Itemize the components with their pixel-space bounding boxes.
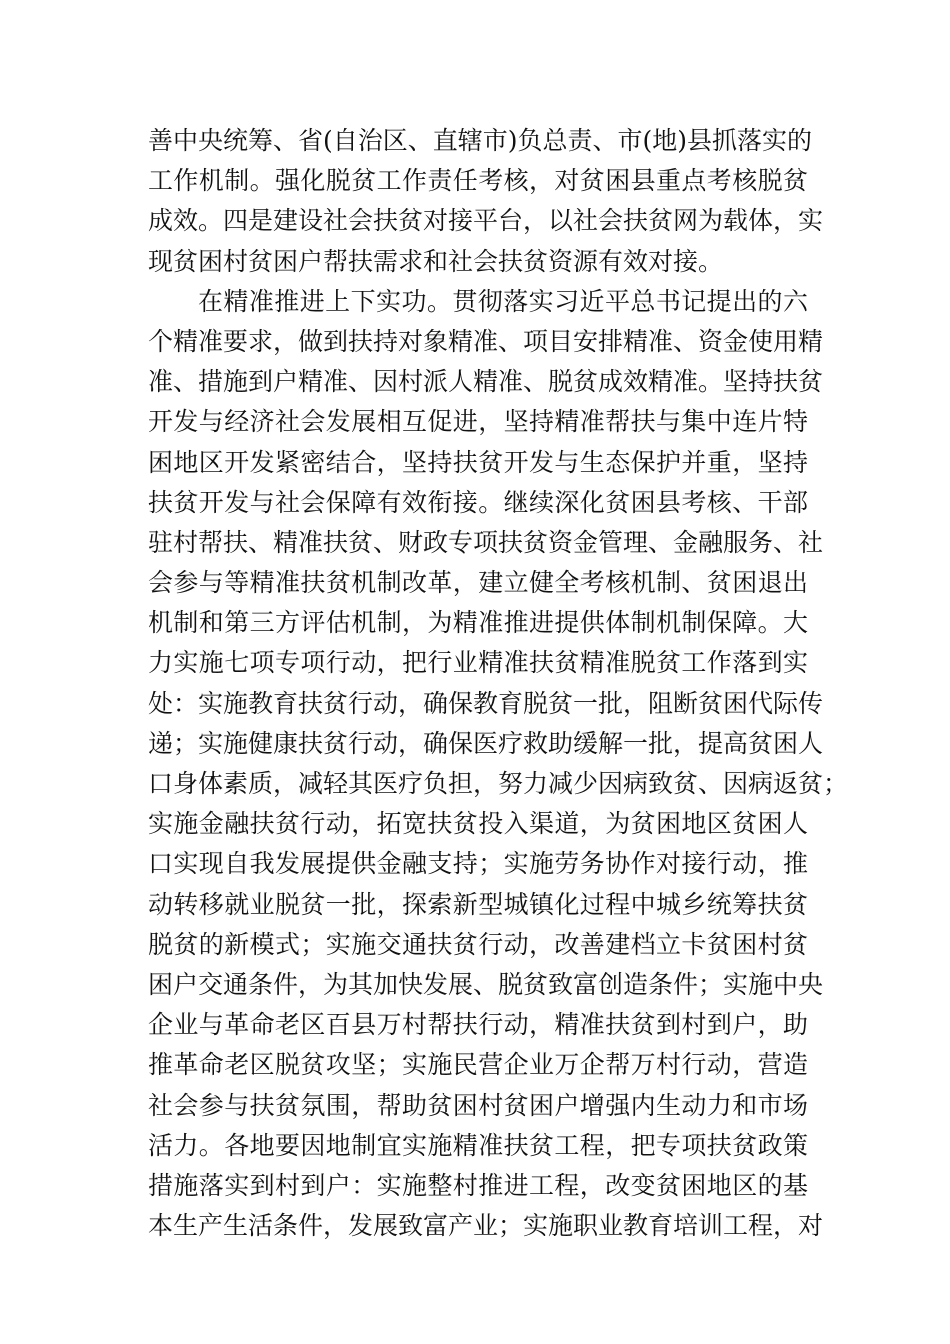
text-line: 脱贫的新模式；实施交通扶贫行动，改善建档立卡贫困村贫	[148, 929, 808, 959]
text-line: 准、措施到户精准、因村派人精准、脱贫成效精准。坚持扶贫	[148, 367, 824, 397]
text-line: 动转移就业脱贫一批，探索新型城镇化过程中城乡统筹扶贫	[148, 889, 808, 919]
text-line: 企业与革命老区百县万村帮扶行动，精准扶贫到村到户，助	[148, 1010, 808, 1040]
text-line: 开发与经济社会发展相互促进，坚持精准帮扶与集中连片特	[148, 407, 808, 437]
text-line: 推革命老区脱贫攻坚；实施民营企业万企帮万村行动，营造	[148, 1050, 808, 1080]
text-line: 本生产生活条件，发展致富产业；实施职业教育培训工程，对	[148, 1211, 824, 1241]
text-line: 活力。各地要因地制宜实施精准扶贫工程，把专项扶贫政策	[148, 1130, 808, 1160]
text-line: 困户交通条件，为其加快发展、脱贫致富创造条件；实施中央	[148, 969, 824, 999]
text-line: 社会参与扶贫氛围，帮助贫困村贫困户增强内生动力和市场	[148, 1090, 808, 1120]
text-line: 个精准要求，做到扶持对象精准、项目安排精准、资金使用精	[148, 326, 824, 356]
text-line: 成效。四是建设社会扶贫对接平台，以社会扶贫网为载体，实	[148, 206, 824, 236]
body-text	[148, 121, 849, 1246]
text-line: 实施金融扶贫行动，拓宽扶贫投入渠道，为贫困地区贫困人	[148, 809, 808, 839]
text-line: 力实施七项专项行动，把行业精准扶贫精准脱贫工作落到实	[148, 648, 808, 678]
text-line: 口身体素质，减轻其医疗负担，努力减少因病致贫、因病返贫；	[148, 769, 849, 798]
text-line: 措施落实到村到户：实施整村推进工程，改变贫困地区的基	[148, 1170, 808, 1200]
text-line: 工作机制。强化脱贫工作责任考核，对贫困县重点考核脱贫	[148, 166, 808, 196]
text-line: 递；实施健康扶贫行动，确保医疗救助缓解一批，提高贫困人	[148, 728, 824, 758]
text-line: 扶贫开发与社会保障有效衔接。继续深化贫困县考核、干部	[148, 487, 808, 517]
paragraph-first-line: 在精准推进上下实功。贯彻落实习近平总书记提出的六	[198, 286, 808, 316]
text-line: 驻村帮扶、精准扶贫、财政专项扶贫资金管理、金融服务、社	[148, 527, 824, 557]
text-line: 会参与等精准扶贫机制改革，建立健全考核机制、贫困退出	[148, 568, 808, 598]
text-line: 口实现自我发展提供金融支持；实施劳务协作对接行动，推	[148, 849, 808, 879]
text-line: 现贫困村贫困户帮扶需求和社会扶贫资源有效对接。	[148, 246, 724, 276]
text-line: 困地区开发紧密结合，坚持扶贫开发与生态保护并重，坚持	[148, 447, 808, 477]
text-line: 处：实施教育扶贫行动，确保教育脱贫一批，阻断贫困代际传	[148, 688, 824, 718]
text-line: 善中央统筹、省(自治区、直辖市)负总责、市(地)县抓落实的	[148, 126, 813, 155]
text-line: 机制和第三方评估机制，为精准推进提供体制机制保障。大	[148, 608, 808, 638]
